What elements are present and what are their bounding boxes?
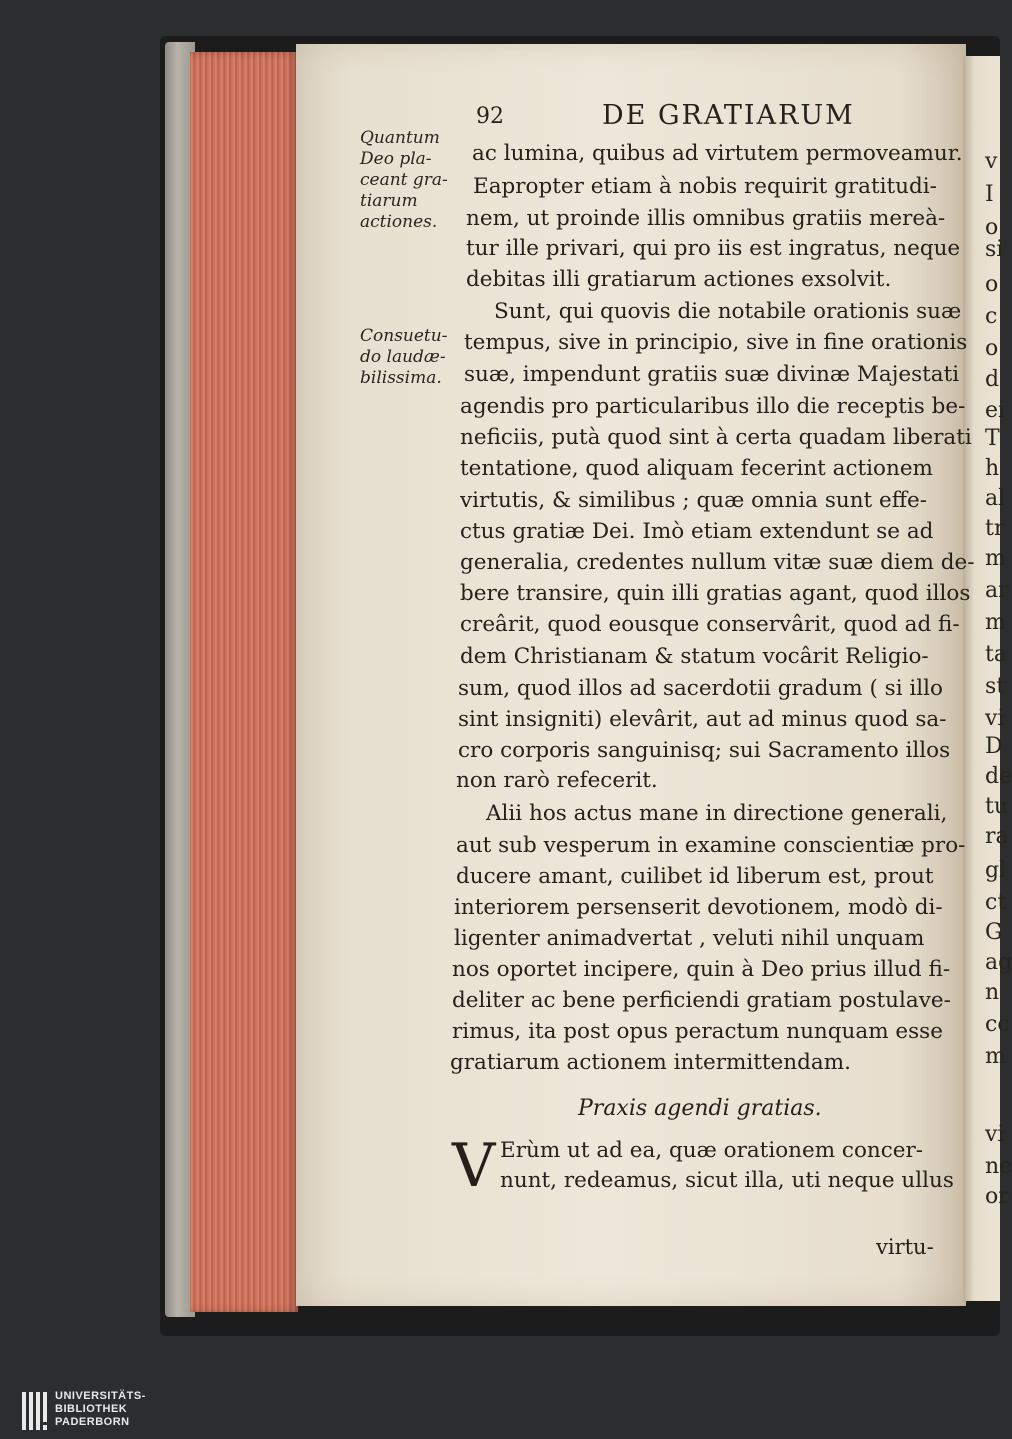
right-page-letter: ra (985, 824, 1009, 849)
right-page-letter: ag (985, 950, 1012, 975)
marginal-note-line: bilissima. (360, 368, 442, 388)
text-line: debitas illi gratiarum actiones exsolvit. (466, 267, 892, 292)
text-line: interiorem persenserit devotionem, modò di- (454, 895, 943, 920)
text-line: tempus, sive in principio, sive in fine orationis (464, 330, 968, 355)
logo-text-line: UNIVERSITÄTS- (55, 1390, 146, 1402)
text-line: agendis pro particularibus illo die receptis be- (460, 394, 966, 419)
marginal-note-line: Deo pla- (360, 149, 432, 169)
text-line: sint insigniti) elevârit, aut ad minus quod sa- (458, 707, 947, 732)
text-line: creârit, quod eousque conservârit, quod ad fi- (460, 612, 960, 637)
text-line: tentatione, quod aliquam fecerint actionem (460, 456, 933, 481)
marginal-note-line: Quantum (360, 128, 440, 148)
text-line: ctus gratiæ Dei. Imò etiam extendunt se ad (460, 519, 934, 544)
text-line: tur ille privari, qui pro iis est ingratus, neque (466, 236, 961, 261)
right-page-letter: tr (985, 516, 1005, 541)
logo-text-line: BIBLIOTHEK (55, 1403, 128, 1415)
right-page-letter: vi (985, 706, 1005, 731)
page-number: 92 (476, 104, 504, 129)
text-line: non rarò refecerit. (456, 768, 658, 793)
text-line: nunt, redeamus, sicut illa, uti neque ullus (500, 1168, 954, 1193)
text-line: gratiarum actionem intermittendam. (450, 1050, 851, 1075)
right-page-letter: m (985, 1044, 1006, 1069)
text-line: cro corporis sanguinisq; sui Sacramento illos (458, 738, 951, 763)
right-page-letter: si (985, 237, 1004, 262)
text-line: ducere amant, cuilibet id liberum est, prout (456, 864, 934, 889)
right-page-letter: gl (985, 858, 1007, 883)
text-line: Alii hos actus mane in directione generali, (486, 801, 948, 826)
right-page-letter: h (985, 456, 1000, 481)
footer-bar (0, 1384, 1000, 1439)
right-page-letter: G (985, 920, 1003, 945)
right-page-letter: m (985, 610, 1006, 635)
right-page-letter: st (985, 674, 1006, 699)
right-page-letter: I (985, 182, 994, 207)
right-page-letter: ct (985, 890, 1007, 915)
text-line: aut sub vesperum in examine conscientiæ pro- (456, 833, 966, 858)
marginal-note-line: ceant gra- (360, 170, 448, 190)
right-page-letter: o (985, 336, 999, 361)
running-head: DE GRATIARUM (602, 100, 855, 131)
text-line: sum, quod illos ad sacerdotii gradum ( si illo (458, 676, 943, 701)
right-page-letter: ne (985, 1154, 1012, 1179)
drop-cap: V (452, 1131, 496, 1201)
text-line: dem Christianam & statum vocârit Religio- (460, 644, 929, 669)
text-line: nos oportet incipere, quin à Deo prius illud fi- (452, 957, 951, 982)
text-line: rimus, ita post opus peractum nunquam esse (452, 1019, 943, 1044)
right-page-fragment (963, 56, 1012, 1301)
right-page-letter: ta (985, 642, 1007, 667)
marginal-note-line: Consuetu- (360, 326, 448, 346)
text-line: Erùm ut ad ea, quæ orationem concer- (500, 1138, 924, 1163)
text-line: neficiis, putà quod sint à certa quadam liberati (460, 425, 972, 450)
right-page-letter: o (985, 215, 999, 240)
text-line: ac lumina, quibus ad virtutem permoveamur. (472, 141, 963, 166)
right-page-letter: o (985, 272, 999, 297)
right-page-letter: vi (985, 1122, 1005, 1147)
section-heading: Praxis agendi gratias. (578, 1096, 822, 1121)
right-page-letter: D (985, 734, 1003, 759)
right-page-letter: T (985, 426, 1000, 451)
right-page-letter: tu (985, 794, 1009, 819)
right-page-letter: or (985, 1184, 1009, 1209)
marginal-note (360, 326, 460, 389)
right-page-letter: de (985, 764, 1012, 789)
marginal-note-line: actiones. (360, 212, 438, 232)
right-page-letter: m (985, 546, 1006, 571)
text-line: nem, ut proinde illis omnibus gratiis mereà- (466, 206, 946, 231)
right-page-letter: d (985, 367, 1000, 392)
right-page-letter: al (985, 486, 1006, 511)
text-line: bere transire, quin illi gratias agant, quod illos (460, 581, 971, 606)
text-line: suæ, impendunt gratiis suæ divinæ Majestati (464, 362, 960, 387)
text-line: deliter ac bene perficiendi gratiam postulave- (452, 988, 951, 1013)
marginal-note-line: tiarum (360, 191, 418, 211)
text-line: Sunt, qui quovis die notabile orationis suæ (494, 299, 962, 324)
text-line: generalia, credentes nullum vitæ suæ diem de- (460, 550, 975, 575)
marginal-note (360, 128, 460, 233)
text-line: Eapropter etiam à nobis requirit gratitudi- (473, 174, 937, 199)
logo-text-line: PADERBORN (55, 1416, 130, 1428)
marginal-note-line: do laudæ- (360, 347, 446, 367)
red-page-edges (190, 52, 298, 1312)
catchword: virtu- (876, 1235, 934, 1259)
right-page-letter: n (985, 980, 1000, 1005)
right-page-letter: ar (985, 578, 1009, 603)
right-page-letter: c (985, 304, 998, 329)
right-page-letter: v (985, 149, 998, 174)
library-logo-icon (22, 1392, 50, 1430)
text-line: virtutis, & similibus ; quæ omnia sunt effe- (460, 488, 928, 513)
right-page-letter: ei (985, 398, 1006, 423)
text-line: ligenter animadvertat , veluti nihil unquam (454, 926, 925, 951)
right-page-letter: cc (985, 1012, 1010, 1037)
